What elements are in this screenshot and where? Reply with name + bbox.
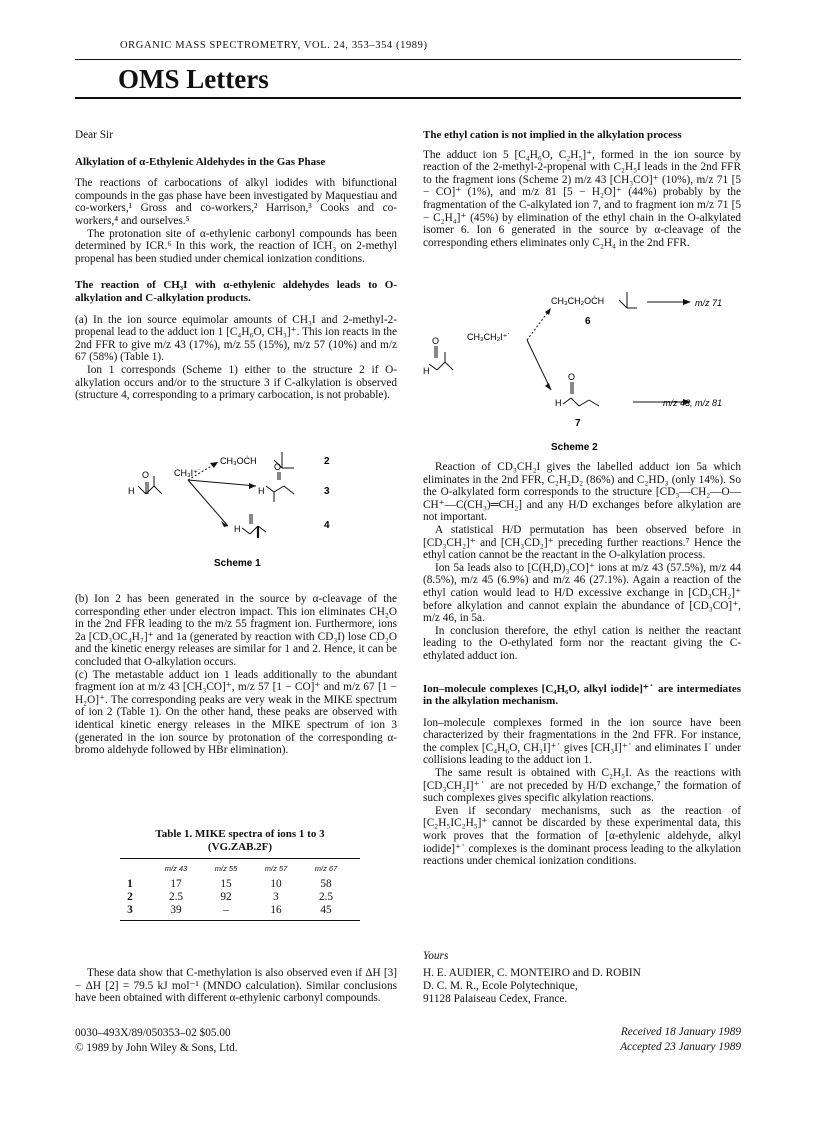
scheme-2-diagram — [423, 282, 741, 454]
section-1-para-a: (a) In the ion source equimolar amounts of CH₃I and 2-methyl-2-propenal lead to the adduct ion 1 [C₄H₆O, CH₃]⁺. This ion reacts in the 2nd FFR to give m/z 43 (17%), m/z 55 (15%), m/z 57 (10%) and m/z 67 (58%) (Table 1). — [75, 313, 397, 364]
table-1-cell: 2.5 — [318, 891, 334, 903]
table-1-ion-cell: 2 — [127, 891, 133, 903]
table-1-cell: 15 — [220, 878, 232, 890]
table-1-header-row — [120, 864, 360, 876]
table-1-cell: 92 — [220, 891, 232, 903]
structure-label-3: 3 — [324, 486, 330, 497]
table-1-cell: 39 — [170, 904, 182, 916]
received-date: Received 18 January 1989 — [620, 1026, 741, 1038]
left-column-closing — [75, 967, 397, 1005]
right-column-top — [423, 129, 741, 249]
intro-paragraph-2: The protonation site of α-ethylenic carbonyl compounds has been determined by ICR.⁶ In this work, the reaction of ICH₃ on 2-methyl propenal has been studied under chemical ionization conditions. — [75, 227, 397, 265]
scheme-2-mz-bottom: m/z 43, m/z 81 — [663, 398, 723, 408]
scheme-2-reagent: CH₃CH₂I⁺˙ — [467, 332, 511, 342]
scheme-1-ether-fragment: CH₃OĊH — [220, 456, 257, 466]
scheme-2-o-low: O — [568, 372, 576, 382]
section-1-para-c: (c) The metastable adduct ion 1 leads additionally to the abundant fragment ion at m/z 43 [CH₃CO]⁺, m/z 57 [1 − CO]⁺ and m/z 67 [1 − H₂O]⁺. The corresponding peaks are very weak in the MIKE spectrum of ion 2 (Table 1). On the other hand, these peaks are observed with identical kinetic energy releases in the MIKE spectrum of ion 3 (generated in the ion source by protonation of the corresponding α-bromo aldehyde followed by HBr elimination). — [75, 668, 397, 757]
scheme-1-diagram — [118, 448, 378, 578]
left-column-top — [75, 129, 397, 402]
scheme-1-reagent: CH₃I⁺˙ — [174, 468, 201, 478]
section-title: OMS Letters — [118, 64, 269, 94]
affiliation-line-2: 91128 Palaiseau Cedex, France. — [423, 993, 568, 1005]
table-1-cell: 3 — [273, 891, 279, 903]
header-rule-bottom — [75, 97, 741, 99]
section-1-para-b: (b) Ion 2 has been generated in the source by α-cleavage of the corresponding ether under electron impact. This ion eliminates CH₂O in the 2nd FFR leading to the m/z 55 fragment ion. Furthermore, ions 2a [CD₃OC₄H₇]⁺ and 1a (generated by reaction with CD₃I) lose CD₂O and the kinetic energy releases are similar for 1 and 2. Hence, it can be concluded that O-alkylation occurs. — [75, 593, 397, 668]
section-2-title: The ethyl cation is not implied in the alkylation process — [423, 129, 682, 141]
scheme-1-h-low: H — [234, 524, 241, 534]
section-2-paragraph-4: Ion 5a leads also to [C(H,D)₃CO]⁺ ions at m/z 43 (57.5%), m/z 44 (8.5%), m/z 45 (6.9%) and m/z 46 (27.1%). Again a reaction of the ethyl cation would lead to H/D excessive exchange in [CD₃CH₂]⁺ before alkylation and cannot explain the abundance of [CD₃CO]⁺, m/z 46, in 5a. — [423, 561, 741, 625]
scheme-1-h-mid: H — [258, 486, 265, 496]
scheme-2-o-left: O — [432, 336, 440, 346]
table-1-cell: 16 — [270, 904, 282, 916]
signoff-yours: Yours — [423, 950, 449, 962]
section-1-para-a2: Ion 1 corresponds (Scheme 1) either to the structure 2 if O-alkylation occurs and/or to the structure 3 if C-alkylation is observed (structure 4, corresponding to a primary carbocation, is not probable). — [75, 363, 397, 402]
table-1-row — [120, 878, 360, 890]
table-1-cell: 58 — [320, 878, 332, 890]
table-1-rule-top — [120, 858, 360, 859]
section-3-paragraph-2: The same result is obtained with C₂H₅I. As the reactions with [CD₃CH₂I]⁺˙ are not preceded by H/D exchange,⁷ the formation of such complexes gives specific alkylation reactions. — [423, 767, 741, 805]
section-1-title: The reaction of CH₃I with α-ethylenic aldehydes leads to O-alkylation and C-alkylation products. — [75, 279, 397, 304]
table-1-ion-cell: 3 — [127, 904, 133, 916]
footer-copyright: © 1989 by John Wiley & Sons, Ltd. — [75, 1042, 238, 1054]
table-1-col-header: m/z 43 — [164, 864, 188, 873]
structure-label-4: 4 — [324, 520, 330, 531]
scheme-1-caption: Scheme 1 — [214, 558, 261, 569]
table-1-col-header: m/z 55 — [214, 864, 238, 873]
section-3-paragraph-3: Even if secondary mechanisms, such as the reaction of [C₂H₅IC₂H₅]⁺ cannot be discarded by these experimental data, this work proves that the formation of [α-ethylenic aldehyde, alkyl iodide]⁺˙ complexes is the dominant process leading to the alkylation reactions under chemical ionization conditions. — [423, 804, 741, 868]
table-1-cell: 45 — [320, 904, 332, 916]
section-2-paragraph-2: Reaction of CD₃CH₂I gives the labelled adduct ion 5a which eliminates in the 2nd FFR, C₂H₂D₂ (86%) and C₂HD₃ (only 14%). So the O-alkylated form corresponds to the structure [CD₃—CH₂—O—CH⁺—C(CH₃)═CH₂] and any H/D exchanges before alkylation are not important. — [423, 461, 741, 524]
footer-code: 0030–493X/89/050353–02 $05.00 — [75, 1027, 231, 1039]
section-3-paragraph-1: Ion–molecule complexes formed in the ion source have been characterized by their fragmentations in the 2nd FFR. For instance, the complex [C₄H₆O, CH₃I]⁺˙ gives [CH₃I]⁺˙ and eliminates I˙ under collisions leading to the adduct ion 1. — [423, 716, 741, 767]
table-1-cell: 17 — [170, 878, 182, 890]
table-1-cell: 2.5 — [168, 891, 184, 903]
section-2-paragraph-5: In conclusion therefore, the ethyl cation is neither the reactant leading to the O-ethylated form nor the reactant giving the C-ethylated adduct ion. — [423, 624, 741, 662]
right-column-middle — [423, 461, 741, 868]
scheme-1-o-left: O — [142, 470, 150, 480]
section-3-title: Ion–molecule complexes [C₄H₆O, alkyl iodide]⁺˙ are intermediates in the alkylation mechanism. — [423, 682, 741, 708]
table-1-caption-line-2: (VG.ZAB.2F) — [207, 841, 273, 853]
scheme-1-h-left: H — [128, 486, 135, 496]
table-1-caption — [120, 828, 360, 854]
table-1-row — [120, 891, 360, 903]
affiliation-line-1: D. C. M. R., Ecole Polytechnique, — [423, 980, 578, 992]
section-2-paragraph-3: A statistical H/D permutation has been observed before in [CD₃CH₂]⁺ and [CH₃CD₂]⁺ preceding further reactions.⁷ Hence the ethyl cation cannot be the reactant in the O-alkylation process. — [423, 523, 741, 562]
structure-label-2: 2 — [324, 456, 330, 467]
salutation: Dear Sir — [75, 129, 113, 141]
accepted-date: Accepted 23 January 1989 — [620, 1041, 741, 1053]
scheme-1-o-mid: O — [274, 462, 282, 472]
scheme-2-ether-fragment: CH₃CH₂OĊH — [551, 296, 605, 306]
intro-paragraph-1: The reactions of carbocations of alkyl iodides with bifunctional compounds in the gas phase have been investigated by Maquestiau and co-workers,¹ Gross and co-workers,² Harrison,³ Cooks and co-workers,⁴ and ourselves.⁵ — [75, 177, 397, 227]
scheme-2-mz-top: m/z 71 — [695, 298, 723, 308]
table-1-cell: 10 — [270, 878, 282, 890]
scheme-2-caption: Scheme 2 — [551, 442, 598, 453]
table-1-ion-cell: 1 — [127, 878, 133, 890]
scheme-2-h-low: H — [555, 398, 562, 408]
closing-paragraph: These data show that C-methylation is also observed even if ΔH [3] − ΔH [2] = 79.5 kJ mol⁻¹ (MNDO calculation). Similar conclusions have been obtained with different α-ethylenic carbonyl compounds. — [75, 967, 397, 1005]
left-column-middle — [75, 593, 397, 757]
table-1-row — [120, 904, 360, 916]
table-1-rule-bottom — [120, 920, 360, 921]
table-1-col-header: m/z 57 — [264, 864, 288, 873]
table-1-col-header: m/z 67 — [314, 864, 338, 873]
table-1-cell: – — [223, 904, 229, 916]
journal-header: ORGANIC MASS SPECTROMETRY, VOL. 24, 353–354 (1989) — [120, 40, 428, 51]
structure-label-6: 6 — [585, 316, 591, 327]
header-rule-top — [75, 59, 741, 60]
section-2-paragraph-1: The adduct ion 5 [C₄H₆O, C₂H₅]⁺, formed in the ion source by reaction of the 2-methyl-2-propenal with C₂H₅I leads in the 2nd FFR to the fragment ions (Scheme 2) m/z 43 [CH₃CO]⁺ (10%), m/z 71 [5 − CO]⁺ (1%), and m/z 81 [5 − H₂O]⁺ (44%) probably by the fragmentation of the C-alkylated ion 7, and to fragment ion m/z 71 [5 − C₂H₄]⁺ (45%) by elimination of the ethyl chain in the O-alkylated isomer 6. Ion 6 generated in the source by α-cleavage of the corresponding ethers eliminates only C₂H₄ in the 2nd FFR. — [423, 148, 741, 249]
scheme-2-h-left: H — [423, 366, 430, 376]
table-1-caption-line-1: Table 1. MIKE spectra of ions 1 to 3 — [155, 828, 325, 840]
authors: H. E. AUDIER, C. MONTEIRO and D. ROBIN — [423, 967, 641, 979]
letter-title: Alkylation of α-Ethylenic Aldehydes in the Gas Phase — [75, 155, 326, 168]
structure-label-7: 7 — [575, 418, 581, 429]
